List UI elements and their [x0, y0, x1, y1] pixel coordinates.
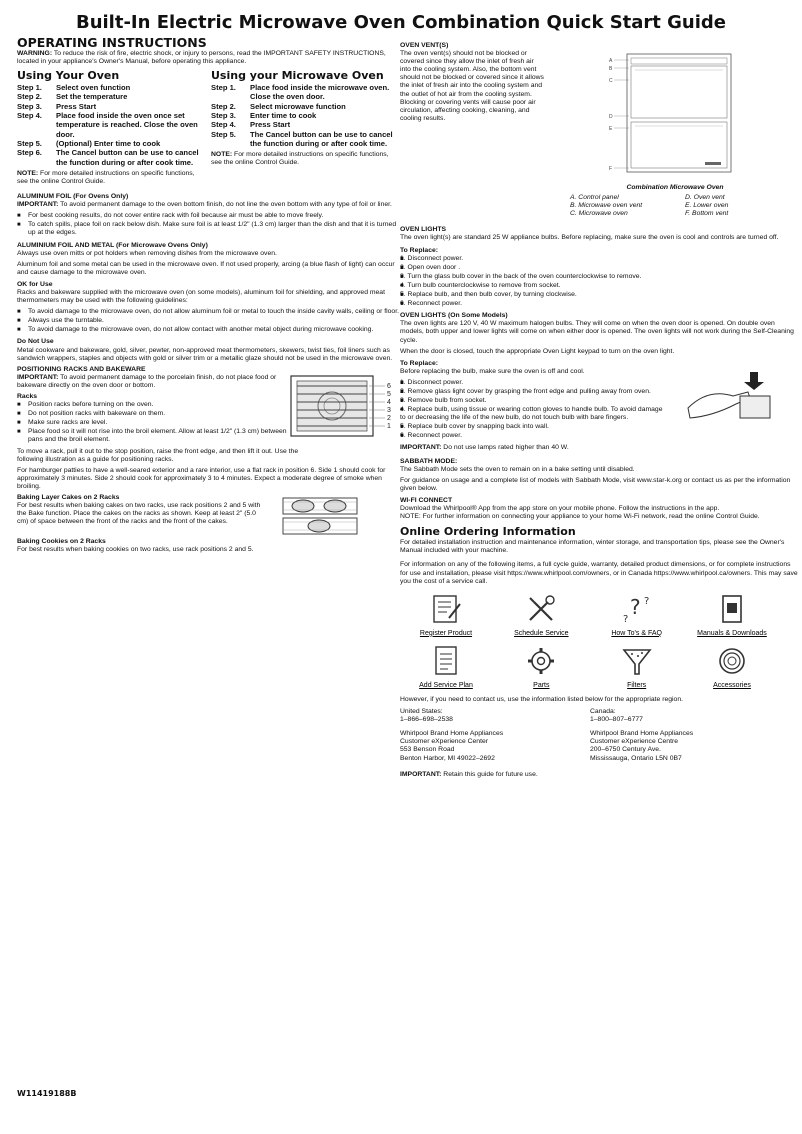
- contact-us: [400, 708, 590, 763]
- manuals-link[interactable]: Manuals & Downloads: [686, 592, 778, 638]
- diagram-letter-c: C: [609, 78, 613, 84]
- service-plan-icon: [429, 644, 463, 678]
- racks-text: [17, 374, 289, 448]
- rack-label-3: 3: [387, 406, 391, 414]
- sabbath-p1: The Sabbath Mode sets the oven to remain on in a bake setting until disabled.: [400, 465, 635, 473]
- racks-subheading: Racks: [17, 393, 38, 401]
- us-name: Whirlpool Brand Home Appliances Customer eXperience Center: [400, 730, 504, 746]
- step-text: The Cancel button can be use to cancel the function during or after cook time.: [250, 129, 393, 148]
- schedule-service-icon: [524, 592, 558, 626]
- cake-racks-illustration: [281, 494, 361, 538]
- svg-text:?: ?: [643, 595, 649, 607]
- accessories-icon: [715, 644, 749, 678]
- oven-lights-heading: OVEN LIGHTS: [400, 226, 447, 234]
- list-item: ■ 3. Turn the glass bulb cover in the back of the oven counterclockwise to remove.: [400, 273, 800, 281]
- step-number: Step 4.: [17, 111, 42, 121]
- ca-phone: 1–800–807–6777: [590, 716, 643, 724]
- oven-lights-2-heading: OVEN LIGHTS (On Some Models): [400, 312, 508, 320]
- lamps-important: IMPORTANT: Do not use lamps rated higher than 40 W.: [400, 443, 569, 451]
- to-replace-heading: To Replace:: [400, 246, 439, 254]
- filters-icon: [620, 644, 654, 678]
- ordering-p1: For detailed installation instruction and maintenance information, winter storage, and transportation tips, please see the Owner's Manual included with your machine.: [400, 539, 785, 555]
- racks-block: [17, 374, 399, 448]
- faq-icon: [620, 592, 654, 626]
- list-item: ■ 1. Disconnect power.: [400, 255, 800, 263]
- sabbath-p2: For guidance on usage and a complete list of models with Sabbath Mode, visit www.star-k.org or contact us as per the information given below.: [400, 476, 791, 492]
- vent-text: [400, 42, 545, 182]
- vent-heading: OVEN VENT(S): [400, 42, 449, 49]
- step-number: Step 6.: [17, 148, 42, 158]
- step-number: Step 3.: [17, 101, 42, 111]
- foil-microwave-heading: ALUMINIUM FOIL AND METAL (For Microwave Ovens Only): [17, 241, 208, 249]
- legend-c: C. Microwave oven: [570, 210, 628, 218]
- list-item: ■ Do not position racks with bakeware on them.: [17, 410, 289, 418]
- list-item: ■ 6. Reconnect power.: [400, 300, 800, 308]
- do-not-use-heading: Do Not Use: [17, 338, 54, 346]
- step-row: [211, 83, 399, 102]
- using-oven-heading: Using Your Oven: [17, 69, 120, 83]
- register-product-link[interactable]: Register Product: [400, 592, 492, 638]
- ca-address-1: 200–6750 Century Ave.: [590, 746, 661, 754]
- step-row: [211, 111, 399, 120]
- step-row: [17, 83, 205, 92]
- list-item: ■ 3. Remove bulb from socket.: [400, 397, 670, 405]
- list-item: ■ 4. Turn bulb counterclockwise to remove from socket.: [400, 282, 800, 290]
- cakes-block: [17, 494, 399, 538]
- foil-bullets: [17, 212, 399, 237]
- rack-label-5: 5: [387, 390, 391, 398]
- legend-e: E. Lower oven: [685, 202, 729, 210]
- wifi-p2: NOTE: For further information on connecting your appliance to your home Wi-Fi network, read the online Control Guide.: [400, 513, 760, 521]
- us-region: United States:: [400, 708, 443, 716]
- svg-text:?: ?: [622, 613, 628, 625]
- manuals-icon: [715, 592, 749, 626]
- step-row: [17, 92, 205, 101]
- icons-row-1: [400, 592, 778, 638]
- list-item: ■ To catch spills, place foil on rack below dish. Make sure foil is at least 1/2" (1.3 cm) larger than the dish and that it is turned up at the edges.: [17, 221, 399, 237]
- replace2-block: [400, 368, 800, 444]
- step-row: [17, 148, 205, 167]
- schedule-service-link[interactable]: Schedule Service: [495, 592, 587, 638]
- accessories-link[interactable]: Accessories: [686, 644, 778, 690]
- using-section: [17, 69, 399, 189]
- oven-lights-2-p2: When the door is closed, touch the appropriate Oven Light keypad to turn on the oven light.: [400, 347, 675, 355]
- ok-for-use-paragraph: Racks and bakeware supplied with the microwave oven (on some models), aluminum foil for shielding, and approved meat thermometers may be used with the following guidelines:: [17, 288, 385, 305]
- ordering-p2: For information on any of the following items, a full cycle guide, warranty, detailed product dimensions, or for complete instructions for use and installation, please visit https://www.whirlpool.com/owners, or in Canada https://www.whirlpool.ca/owners. This may save you the cost of a service call.: [400, 561, 798, 585]
- parts-link[interactable]: Parts: [495, 644, 587, 690]
- cookies-heading: Baking Cookies on 2 Racks: [17, 538, 106, 546]
- step-number: Step 4.: [211, 120, 236, 130]
- icons-row-2: [400, 644, 778, 690]
- microwave-steps-list: [211, 83, 399, 148]
- combination-oven-diagram: [607, 42, 737, 182]
- faq-link[interactable]: ? ? ? How To's & FAQ: [591, 592, 683, 638]
- bulb-replacement-illustration: [678, 368, 778, 444]
- ok-bullets: [17, 308, 399, 334]
- diagram-letter-a: A: [609, 58, 613, 64]
- step-text: Enter time to cook: [250, 111, 317, 121]
- diagram-letter-d: D: [609, 114, 613, 120]
- step-text: Press Start: [250, 120, 291, 130]
- rack-label-2: 2: [387, 414, 391, 422]
- list-item: ■ To avoid damage to the microwave oven, do not allow contact with another metal object during microwave cooking.: [17, 326, 399, 334]
- legend-f: F. Bottom vent: [685, 210, 729, 218]
- left-column: [17, 36, 399, 557]
- foil-microwave-p2: Aluminum foil and some metal can be used in the microwave oven. If not used properly, arcing (a blue flash of light) can occur and cause damage to the microwave oven.: [17, 260, 395, 276]
- legend-b: B. Microwave oven vent: [570, 202, 643, 210]
- operating-instructions-heading: OPERATING INSTRUCTIONS: [17, 35, 207, 50]
- foil-heading: ALUMINUM FOIL (For Ovens Only): [17, 193, 129, 201]
- rack-label-1: 1: [387, 422, 391, 430]
- hamburger-paragraph: For hamburger patties to have a well-seared exterior and a rare interior, use a flat rack in position 6. Side 1 should cook for approximately 3 minutes. Side 2 should cook for approximately 3 to 4 minutes. Expect a moderate degree of smoke when broiling.: [17, 466, 386, 490]
- step-number: Step 2.: [211, 101, 236, 111]
- list-item: ■ 5. Replace bulb, and then bulb cover, by turning clockwise.: [400, 291, 800, 299]
- ca-region: Canada:: [590, 708, 616, 716]
- step-text: Select oven function: [56, 83, 131, 93]
- right-column: [400, 42, 800, 782]
- step-text: The Cancel button can be use to cancel the function during or after cook time.: [56, 148, 199, 167]
- oven-steps-list: [17, 83, 205, 167]
- rack-label-4: 4: [387, 398, 391, 406]
- legend-d: D. Oven vent: [685, 194, 725, 202]
- step-number: Step 1.: [17, 83, 42, 93]
- cakes-text: [17, 494, 267, 538]
- rack-positions-illustration: [289, 374, 399, 448]
- step-number: Step 5.: [17, 138, 42, 148]
- sabbath-heading: SABBATH MODE:: [400, 457, 458, 465]
- step-text: (Optional) Enter time to cook: [56, 138, 161, 148]
- service-plan-link[interactable]: Add Service Plan: [400, 644, 492, 690]
- oven-note: NOTE: For more detailed instructions on specific functions, see the online Control Guide.: [17, 169, 195, 185]
- step-number: Step 1.: [211, 83, 236, 93]
- legend-a: A. Control panel: [570, 194, 619, 202]
- ca-address-2: Mississauga, Ontario L5N 0B7: [590, 754, 682, 762]
- diagram-legend: [570, 194, 800, 218]
- diagram-letter-b: B: [609, 66, 613, 72]
- us-phone: 1–866–698–2538: [400, 716, 453, 724]
- using-microwave: [211, 69, 399, 189]
- us-address-1: 553 Benson Road: [400, 746, 455, 754]
- step-text: Select microwave function: [250, 101, 346, 111]
- cookies-paragraph: For best results when baking cookies on two racks, use rack positions 2 and 5.: [17, 546, 254, 554]
- document-code: W11419188B: [17, 1089, 77, 1098]
- step-row: [17, 139, 205, 148]
- step-text: Place food inside the microwave oven. Close the oven door.: [250, 83, 390, 102]
- parts-icon: [524, 644, 558, 678]
- microwave-note: NOTE: For more detailed instructions on specific functions, see the online Control Guide.: [211, 151, 389, 167]
- step-text: Set the temperature: [56, 92, 128, 102]
- ca-name: Whirlpool Brand Home Appliances Customer eXperience Centre: [590, 730, 694, 746]
- list-item: ■ 1. Disconnect power.: [400, 379, 670, 387]
- list-item: ■ 2. Open oven door .: [400, 264, 800, 272]
- wifi-heading: WI-FI CONNECT: [400, 497, 453, 504]
- ordering-heading: Online Ordering Information: [400, 525, 576, 539]
- page-title: Built-In Electric Microwave Oven Combination Quick Start Guide: [75, 12, 727, 33]
- wifi-p1: Download the Whirlpool® App from the app store on your mobile phone. Follow the instructions in the app.: [400, 505, 720, 513]
- foil-microwave-p1: Always use oven mitts or pot holders when removing dishes from the microwave oven.: [17, 249, 277, 257]
- replace2-steps: [400, 379, 670, 441]
- racks-important: IMPORTANT: To avoid permanent damage to the porcelain finish, do not place food or bakeware directly on the oven door or bottom.: [17, 373, 277, 389]
- contact-canada: [590, 708, 780, 763]
- list-item: ■ 2. Remove glass light cover by grasping the front edge and pulling away from oven.: [400, 388, 670, 396]
- list-item: ■ To avoid damage to the microwave oven, do not allow aluminum foil or metal to touch the inside cavity walls, ceiling or floor.: [17, 308, 399, 316]
- replace-steps: [400, 255, 800, 309]
- contact-intro: However, if you need to contact us, use the information listed below for the appropriate region.: [400, 695, 683, 703]
- diagram-letter-e: E: [609, 126, 613, 132]
- retain-guide: IMPORTANT: Retain this guide for future use.: [400, 770, 538, 778]
- warning-paragraph: WARNING: To reduce the risk of fire, electric shock, or injury to persons, read the IMPORTANT SAFETY INSTRUCTIONS, located in your appliance's Owner's Manual, before operating this appliance.: [17, 50, 386, 66]
- do-not-use-paragraph: Metal cookware and bakeware, gold, silver, pewter, non-approved meat thermometers, skewers, twist ties, foil liners such as sandwich wrappers, staples and objects with gold or silver trim or a metallic glaze should not be used in the microwave oven.: [17, 346, 393, 362]
- step-number: Step 5.: [211, 129, 236, 139]
- filters-link[interactable]: Filters: [591, 644, 683, 690]
- foil-important: IMPORTANT: To avoid permanent damage to the oven bottom finish, do not line the oven bottom with any type of foil or liner.: [17, 201, 392, 209]
- list-item: ■ 5. Replace bulb cover by snapping back into wall.: [400, 423, 670, 431]
- list-item: ■ Position racks before turning on the oven.: [17, 401, 289, 409]
- step-text: Place food inside the oven once set temperature is reached. Close the oven door.: [56, 111, 198, 139]
- to-replace-2-heading: To Replace:: [400, 359, 439, 367]
- step-row: [211, 120, 399, 129]
- step-row: [211, 130, 399, 149]
- step-row: [211, 102, 399, 111]
- cakes-heading: Baking Layer Cakes on 2 Racks: [17, 494, 120, 502]
- list-item: ■ For best cooking results, do not cover entire rack with foil because air must be able to move freely.: [17, 212, 399, 220]
- list-item: ■ Make sure racks are level.: [17, 419, 289, 427]
- us-address-2: Benton Harbor, MI 49022–2692: [400, 754, 495, 762]
- using-oven: [17, 69, 205, 189]
- list-item: ■ 4. Replace bulb, using tissue or wearing cotton gloves to handle bulb. To avoid damage to or decreasing the life of the new bulb, do not touch bulb with bare fingers.: [400, 406, 670, 422]
- cakes-paragraph: For best results when baking cakes on two racks, use rack positions 2 and 5 with the Bake function. Place the cakes on the racks as shown. Keep at least 2" (5.0 cm) of space between the front of the racks and the front of the cakes.: [17, 502, 261, 526]
- rack-label-6: 6: [387, 382, 391, 390]
- step-text: Press Start: [56, 101, 97, 111]
- step-number: Step 2.: [17, 92, 42, 102]
- oven-lights-2-p1: The oven lights are 120 V, 40 W maximum halogen bulbs. They will come on when the oven door is opened. On double oven models, both upper and lower lights will come on when either door is opened. The oven lights will not work during the Self-Cleaning cycle.: [400, 320, 794, 344]
- positioning-racks-heading: POSITIONING RACKS AND BAKEWARE: [17, 365, 146, 373]
- list-item: ■ Place food so it will not rise into the broil element. Allow at least 1/2" (1.3 cm) between pans and the broil element.: [17, 428, 289, 444]
- racks-bullets: [17, 401, 289, 444]
- diagram-letter-f: F: [609, 166, 613, 172]
- step-row: [17, 111, 205, 139]
- list-item: ■ Always use the turntable.: [17, 317, 399, 325]
- vent-paragraph: The oven vent(s) should not be blocked or covered since they allow the inlet of fresh air into the cooling system. Also, the bottom vent should not be blocked or covered since it allows the inlet of fresh air into the cooling system and the outlet of hot air from the cooling system. Blocking or covering vents will cause poor air circulation, affecting cooking, cleaning, and cooling results.: [400, 50, 544, 122]
- oven-lights-paragraph: The oven light(s) are standard 25 W appliance bulbs. Before replacing, make sure the oven is cool and controls are turned off.: [400, 234, 779, 242]
- racks-move-paragraph: To move a rack, pull it out to the stop position, raise the front edge, and then lift it out. Use the following illustration as a guide for positioning racks.: [17, 447, 299, 463]
- vent-block: [400, 42, 800, 182]
- list-item: ■ 6. Reconnect power.: [400, 432, 670, 440]
- combination-caption: Combination Microwave Oven: [626, 184, 724, 191]
- replace2-text: [400, 368, 670, 444]
- step-row: [17, 102, 205, 111]
- svg-text:?: ?: [629, 594, 641, 619]
- register-product-icon: [429, 592, 463, 626]
- step-number: Step 3.: [211, 111, 236, 121]
- replace2-intro: Before replacing the bulb, make sure the oven is off and cool.: [400, 367, 585, 375]
- ok-for-use-heading: OK for Use: [17, 280, 53, 288]
- using-microwave-heading: Using your Microwave Oven: [211, 69, 384, 83]
- contact-block: [400, 708, 800, 763]
